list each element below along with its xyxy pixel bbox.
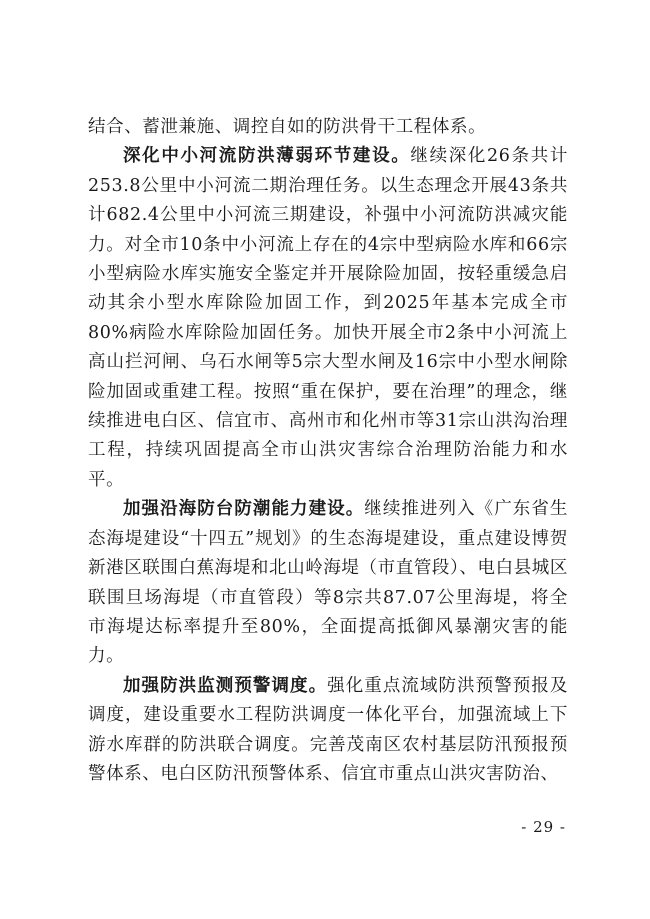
page-number: - 29 - <box>521 818 566 836</box>
paragraph-text: 继续推进列入《广东省生态海堤建设“十四五”规划》的生态海堤建设，重点建设博贺新港区联围白蕉海堤和北山岭海堤（市直管段）、电白县城区联围旦场海堤（市直管段）等8宗共87.07公里海堤，将全市海堤达标率提升至80%，全面提高抵御风暴潮灾害的能力。 <box>88 499 568 667</box>
section-heading: 加强沿海防台防潮能力建设。 <box>123 499 365 520</box>
paragraph-coastal-defense <box>88 495 568 671</box>
paragraph-continuation <box>88 113 568 142</box>
section-heading: 加强防洪监测预警调度。 <box>123 675 328 696</box>
paragraph-text: 继续深化26条共计253.8公里中小河流二期治理任务。以生态理念开展43条共计682.4公里中小河流三期建设，补强中小河流防洪减灾能力。对全市10条中小河流上存在的4宗中型病险水库和66宗小型病险水库实施安全鉴定并开展除险加固，按轻重缓急启动其余小型水库除险加固工作，到2025年基本完成全市80%病险水库除险加固任务。加快开展全市2条中小河流上高山拦河闸、乌石水闸等5宗大型水闸及16宗中小型水闸除险加固或重建工程。按照“重在保护，要在治理”的理念，继续推进电白区、信宜市、高州市和化州市等31宗山洪沟治理工程，持续巩固提高全市山洪灾害综合治理防治能力和水平。 <box>88 146 568 490</box>
section-heading: 深化中小河流防洪薄弱环节建设。 <box>123 146 411 167</box>
paragraph-small-rivers <box>88 142 568 495</box>
paragraph-flood-monitoring <box>88 672 568 790</box>
paragraph-text: 结合、蓄泄兼施、调控自如的防洪骨干工程体系。 <box>88 117 487 137</box>
paragraph-text: 强化重点流域防洪预警预报及调度，建设重要水工程防洪调度一体化平台，加强流域上下游水库群的防洪联合调度。完善茂南区农村基层防汛预报预警体系、电白区防汛预警体系、信宜市重点山洪灾害防治、 <box>88 675 568 784</box>
body-text <box>88 113 568 789</box>
